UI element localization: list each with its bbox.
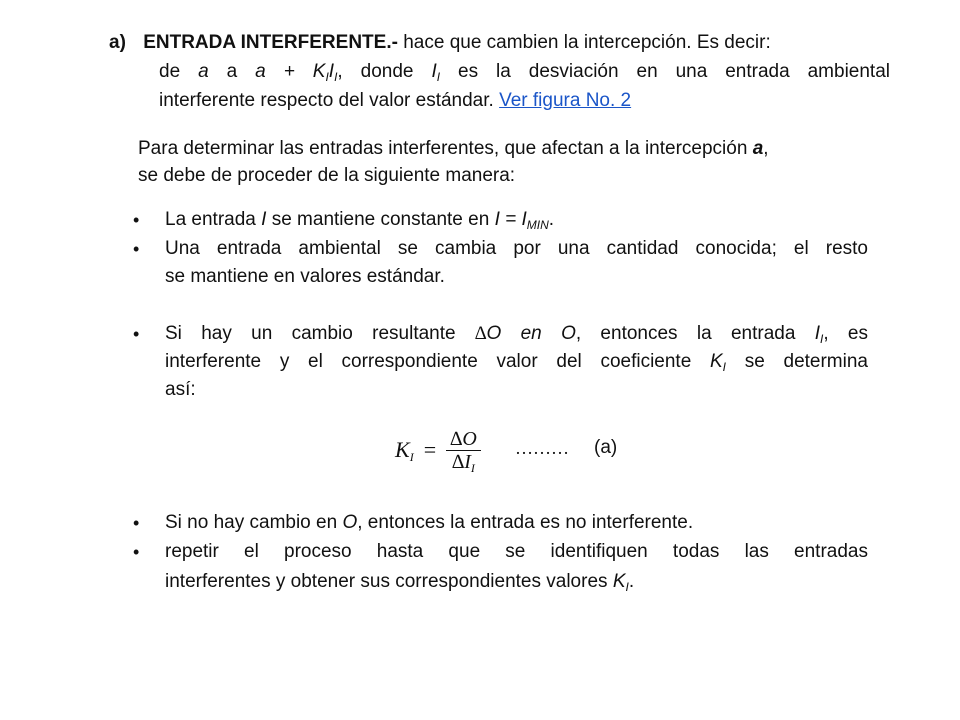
bullet-5-line2 xyxy=(165,570,634,594)
bullet-3-symbol: • xyxy=(133,324,140,344)
bullet-5-end: . xyxy=(628,571,635,592)
section-a-line3 xyxy=(159,89,631,113)
var-ii: $I_I$ xyxy=(431,61,441,84)
bullet-1 xyxy=(165,208,554,232)
section-a-line2-rest: es la desviación en una entrada ambiental xyxy=(458,61,891,82)
formula-numerator: ∆O xyxy=(450,427,477,450)
bullet-3-pre: Si hay un cambio resultante xyxy=(165,323,475,344)
bullet-1-end: . xyxy=(548,209,555,230)
intro-line1-text: Para determinar las entradas interferentes, que afectan a la intercepción xyxy=(138,138,753,159)
formula-k: $K_I$ xyxy=(395,437,414,464)
var-ki-ii: $K_II_I$ xyxy=(312,61,338,84)
text-donde: , donde xyxy=(337,61,414,82)
bullet-3-line3: así: xyxy=(165,379,196,400)
section-a-line1-rest: hace que cambien la intercepción. Es decir: xyxy=(397,32,771,53)
var-a-bold: a xyxy=(752,138,764,159)
intro-line2: se debe de proceder de la siguiente manera: xyxy=(138,165,516,186)
bullet-4-end: , entonces la entrada es no interferente. xyxy=(357,512,694,533)
bullet-2-line2: se mantiene en valores estándar. xyxy=(165,266,445,287)
section-a-line3-text: interferente respecto del valor estándar. xyxy=(159,90,500,111)
plus-sign: + xyxy=(283,61,295,82)
section-marker: a) xyxy=(109,32,126,53)
var-ki: $K_I$ xyxy=(709,351,727,374)
section-a-line2 xyxy=(159,60,890,84)
text-de: de xyxy=(159,61,181,82)
formula-equals: = xyxy=(423,437,437,462)
formula-label: (a) xyxy=(594,437,618,458)
var-i-min: $I = I_{MIN}$ xyxy=(494,209,549,232)
bullet-5-line2-pre: interferentes y obtener sus correspondientes valores xyxy=(165,571,613,592)
bullet-4 xyxy=(165,511,693,535)
bullet-3-end: , es xyxy=(823,323,868,344)
var-o: O xyxy=(342,512,358,533)
bullet-2-line1: Una entrada ambiental se cambia por una cantidad conocida; el resto xyxy=(165,238,868,259)
var-ii: $I_I$ xyxy=(814,323,824,346)
var-a: a xyxy=(198,61,209,82)
bullet-4-pre: Si no hay cambio en xyxy=(165,512,343,533)
formula-ki xyxy=(395,420,481,480)
bullet-1-mid: se mantiene constante en xyxy=(266,209,495,230)
section-title: ENTRADA INTERFERENTE.- xyxy=(143,32,398,53)
var-o-en-o: O en O xyxy=(486,323,576,344)
var-ki: $K_I$ xyxy=(612,571,629,594)
bullet-5-line1: repetir el proceso hasta que se identifiquen todas las entradas xyxy=(165,541,868,562)
formula-fraction xyxy=(446,428,481,473)
delta-symbol: ∆ xyxy=(474,323,487,344)
intro-line1-end: , xyxy=(763,138,769,159)
section-a-header xyxy=(109,31,771,55)
bullet-1-text: La entrada xyxy=(165,209,262,230)
bullet-3-line1 xyxy=(165,322,868,346)
text-a: a xyxy=(226,61,238,82)
bullet-3-line2 xyxy=(165,350,868,374)
intro-line1 xyxy=(138,137,769,161)
bullet-3-line2-end: se determina xyxy=(726,351,868,372)
formula-dots: ……… xyxy=(515,438,569,458)
bullet-3-line2-pre: interferente y el correspondiente valor del coeficiente xyxy=(165,351,710,372)
bullet-3-mid: , entonces la entrada xyxy=(575,323,815,344)
formula-denominator: $\Delta I_I$ xyxy=(446,450,481,473)
bullet-1-symbol: • xyxy=(133,210,140,230)
var-i: I xyxy=(261,209,267,230)
bullet-2-symbol: • xyxy=(133,239,140,259)
bullet-5-symbol: • xyxy=(133,542,140,562)
var-a: a xyxy=(255,61,266,82)
bullet-4-symbol: • xyxy=(133,513,140,533)
figure-link[interactable]: Ver figura No. 2 xyxy=(499,90,632,111)
